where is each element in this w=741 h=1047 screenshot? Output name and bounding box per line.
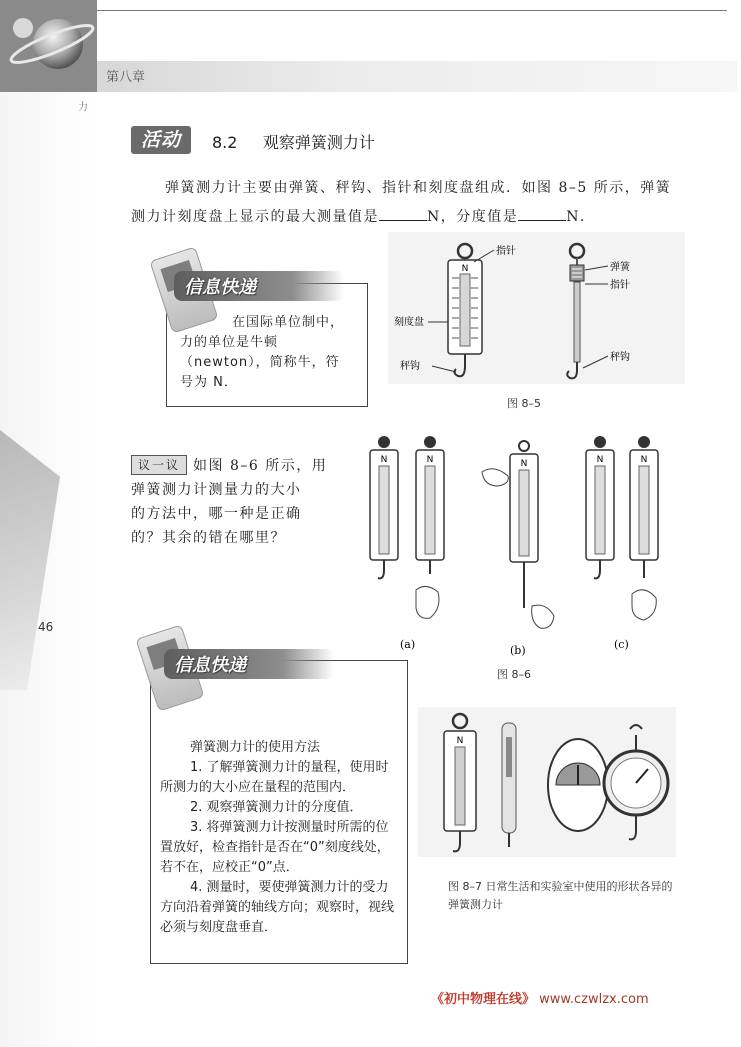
- usage-step: 2. 观察弹簧测力计的分度值．: [190, 800, 363, 815]
- top-rule: [97, 10, 727, 11]
- info-line: 力的单位是牛顿: [180, 335, 279, 350]
- discuss-line: 的方法中，哪一种是正确: [131, 506, 302, 522]
- scale-mark-n: N: [380, 455, 388, 465]
- section-number: 8.2: [212, 133, 238, 152]
- figure-caption: 图 8–7 日常生活和实验室中使用的形状各异的弹簧测力计: [448, 880, 673, 911]
- info-banner: 信息快递: [174, 271, 344, 301]
- section-heading: 观察弹簧测力计: [262, 133, 375, 152]
- scale-a-left: [370, 436, 398, 578]
- info-line: 号为 N．: [180, 375, 238, 390]
- usage-step: 4. 测量时，要使弹簧测力计的受力方向沿着弹簧的轴线方向；观察时，视线必须与刻度盘垂直．: [160, 880, 395, 935]
- scale-a-right: [416, 436, 444, 618]
- spring-scale-diagram: [388, 232, 685, 384]
- paragraph-line-1: 弹簧测力计主要由弹簧、秤钩、指针和刻度盘组成．如图 8–5 所示，弹簧: [165, 180, 672, 196]
- footer-url[interactable]: www.czwlzx.com: [539, 992, 649, 1007]
- chapter-corner-block: [0, 0, 97, 92]
- fig-label-a: (a): [400, 638, 416, 651]
- activity-tag: 活动: [131, 126, 191, 154]
- discuss-question: [131, 454, 353, 550]
- discuss-line: 弹簧测力计测量力的大小: [131, 482, 302, 498]
- usage-step: 3. 将弹簧测力计按测量时所需的位置放好，检查指针是否在“0”刻度线处，若不在，应校正“0”点．: [160, 820, 390, 875]
- page-number: 46: [38, 620, 54, 634]
- figure-8-6: [360, 432, 680, 660]
- fig-label-b: (b): [510, 644, 526, 657]
- section-title: [212, 130, 375, 153]
- chapter-label: 第八章: [106, 70, 146, 85]
- figure-8-7: [418, 707, 676, 857]
- paragraph-text: N．: [566, 209, 596, 225]
- scale-mark-n: N: [596, 455, 604, 465]
- paragraph-text: 测力计刻度盘上显示的最大测量值是: [131, 209, 379, 225]
- side-tab-char: 力: [78, 102, 88, 113]
- info-banner: 信息快递: [164, 649, 334, 679]
- label-pointer: 指针: [610, 280, 630, 291]
- discuss-line: 如图 8–6 所示，用: [193, 458, 328, 474]
- spring-scale-photos: [418, 707, 676, 857]
- scale-mark-n: N: [456, 736, 464, 746]
- footer-brand: 《初中物理在线》: [431, 992, 536, 1007]
- label-hook: 秤钩: [400, 361, 420, 372]
- label-hook: 秤钩: [610, 352, 630, 363]
- fig-label-c: (c): [614, 638, 629, 651]
- answer-blank-max: [379, 206, 427, 221]
- usage-step: 1. 了解弹簧测力计的量程，使用时所测力的大小应在量程的范围内．: [160, 760, 389, 795]
- info-line: 在国际单位制中，: [232, 315, 345, 330]
- scale-mark-n: N: [461, 264, 469, 274]
- paragraph-line-2: [131, 206, 691, 226]
- scale-b: [482, 441, 554, 628]
- figure-caption: 图 8–6: [497, 668, 531, 681]
- usage-steps: [160, 758, 398, 938]
- footer-watermark: [431, 988, 649, 1007]
- scale-mark-n: N: [640, 455, 648, 465]
- discuss-tag: 议一议: [131, 455, 187, 475]
- figure-caption: 图 8–5: [507, 397, 541, 410]
- label-pointer: 指针: [496, 246, 516, 257]
- info-box-text: [180, 313, 354, 393]
- info-heading: 弹簧测力计的使用方法: [190, 740, 321, 755]
- paragraph-text: N，分度值是: [427, 209, 519, 225]
- planet-icon: [0, 0, 97, 92]
- label-spring: 弹簧: [610, 262, 630, 273]
- figure-8-5: [388, 232, 685, 384]
- scale-c-left: [586, 436, 614, 578]
- info-line: （newton），简称牛，符: [180, 355, 340, 370]
- answer-blank-division: [518, 206, 566, 221]
- label-dial: 刻度盘: [394, 317, 424, 328]
- chapter-bar: [97, 61, 737, 92]
- scale-mark-n: N: [426, 455, 434, 465]
- scale-c-right: [630, 436, 658, 620]
- scale-mark-n: N: [520, 459, 528, 469]
- discuss-line: 的？其余的错在哪里？: [131, 530, 286, 546]
